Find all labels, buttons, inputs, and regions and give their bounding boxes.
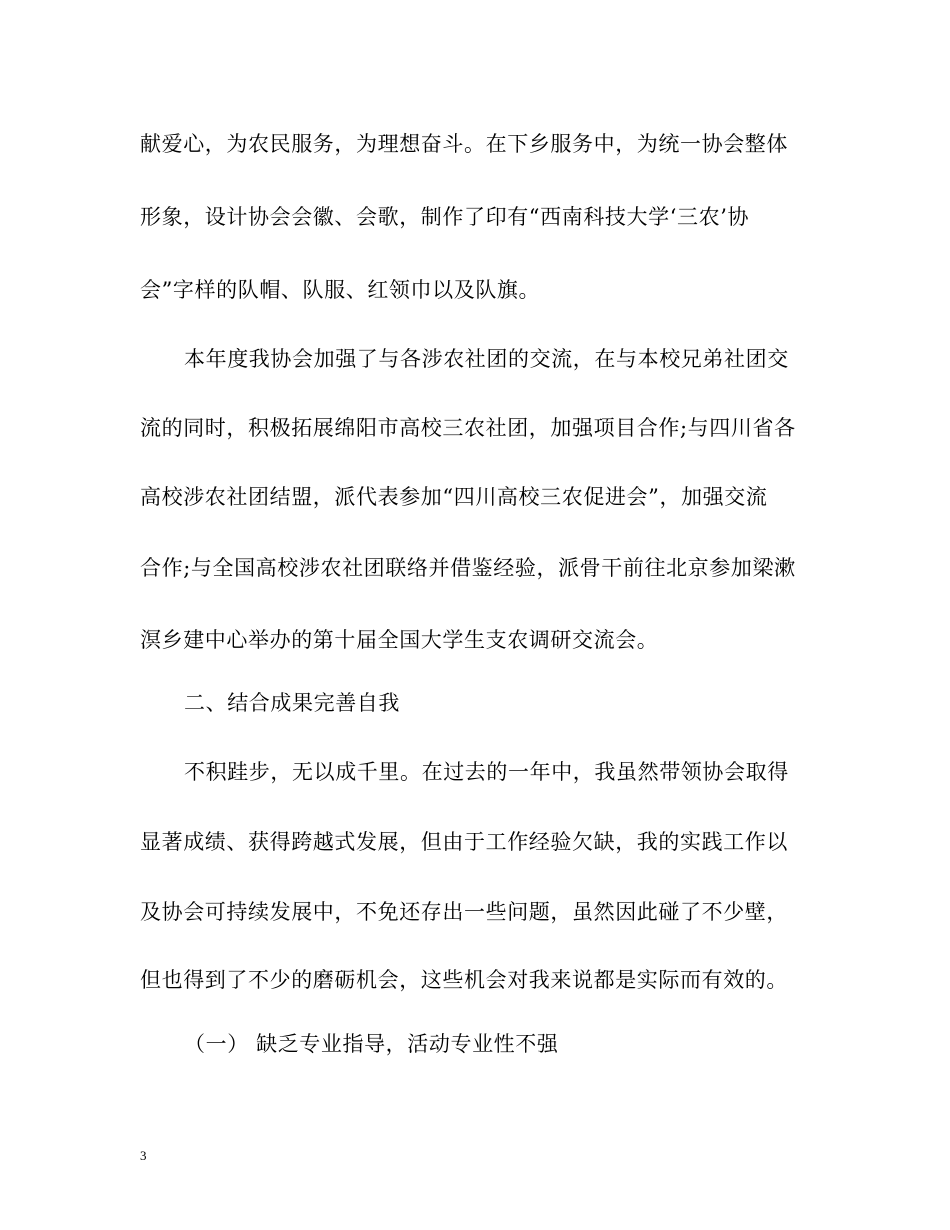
paragraph-line: 献爱心，为农民服务，为理想奋斗。在下乡服务中，为统一协会整体 [140, 132, 788, 156]
paragraph-line: 及协会可持续发展中，不免还存出一些问题，虽然因此碰了不少壁， [140, 900, 788, 924]
paragraph-line: 但也得到了不少的磨砺机会，这些机会对我来说都是实际而有效的。 [140, 968, 788, 992]
paragraph-line: 高校涉农社团结盟，派代表参加“四川高校三农促进会”，加强交流 [140, 485, 768, 509]
paragraph-line: 流的同时，积极拓展绵阳市高校三农社团，加强项目合作;与四川省各 [140, 416, 796, 440]
paragraph-line: 显著成绩、获得跨越式发展，但由于工作经验欠缺，我的实践工作以 [140, 830, 788, 854]
section-heading: 二、结合成果完善自我 [184, 691, 400, 715]
subsection-heading: （一） 缺乏专业指导，活动专业性不强 [184, 1032, 559, 1056]
paragraph-line: 本年度我协会加强了与各涉农社团的交流，在与本校兄弟社团交 [184, 347, 789, 371]
paragraph-line: 溟乡建中心举办的第十届全国大学生支农调研交流会。 [140, 628, 659, 652]
paragraph-line: 会”字样的队帽、队服、红领巾以及队旗。 [140, 278, 541, 302]
paragraph-line: 合作;与全国高校涉农社团联络并借鉴经验，派骨干前往北京参加梁漱 [140, 556, 796, 580]
page-number: 3 [140, 1148, 147, 1163]
paragraph-line: 形象，设计协会会徽、会歌，制作了印有“西南科技大学‘三农’协 [140, 205, 750, 229]
paragraph-line: 不积跬步，无以成千里。在过去的一年中，我虽然带领协会取得 [184, 760, 789, 784]
